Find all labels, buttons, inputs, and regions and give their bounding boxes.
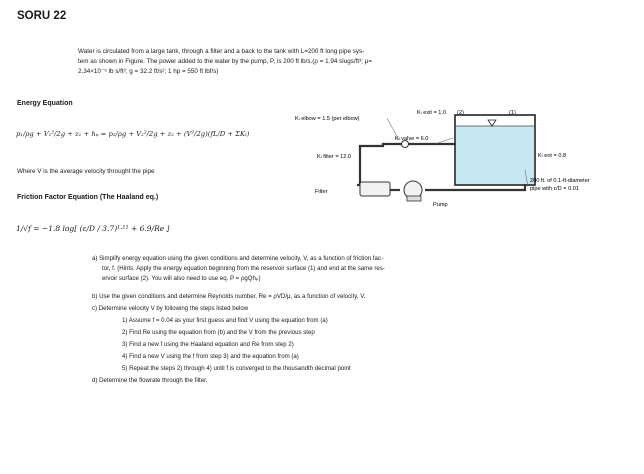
intro-line-3: 2.34×10⁻⁵ lb s/ft²; g = 32.2 ft/s²; 1 hp = 550 ft lbf/s) xyxy=(78,68,219,75)
k-exit-label: Kₗ exit = 1.0 xyxy=(417,110,447,116)
problem-title: SORU 22 xyxy=(17,10,67,22)
pump-label: Pump xyxy=(433,202,448,208)
k-entrance-label: Kₗ ent = 0.8 xyxy=(538,153,567,159)
point-2-label: (2) xyxy=(457,110,464,116)
filter-label: Filter xyxy=(315,189,328,195)
k-elbow-label: Kₗ elbow = 1.5 (per elbow) xyxy=(295,116,360,122)
left-pipe xyxy=(357,146,360,185)
haaland-equation: 1/√f = −1.8 log[ (ε/D / 3.7)¹·¹¹ + 6.9/Re ] xyxy=(16,224,170,233)
energy-heading: Energy Equation xyxy=(17,100,73,107)
question-a-line-2: tor, f. (Hints: Apply the energy equation beginning from the reservoir surface (1) and end at the same res- xyxy=(102,265,385,272)
step-1: 1) Assume f = 0.04 as your first guess and find V using the equation from (a) xyxy=(122,317,328,324)
question-a-line-3: ervoir surface (2). You will also need to use eq. P = ρgQhₚ) xyxy=(102,275,261,282)
k-valve-label: Kₗ valve = 6.0 xyxy=(395,136,429,142)
pipe-note-line-1: 200 ft. of 0.1-ft-diameter xyxy=(530,178,590,184)
pump-base xyxy=(407,196,421,201)
tank-water xyxy=(456,126,534,184)
intro-line-2: tem as shown in Figure. The power added to the water by the pump, P, is 200 ft lb/s.(ρ = 1.94 slugs/ft³; μ= xyxy=(78,58,372,65)
piping-diagram xyxy=(285,100,620,220)
question-a-line-1: a) Simplify energy equation using the given conditions and determine velocity, V, as a function of friction fac- xyxy=(92,255,383,262)
k-filter-label: Kₗ filter = 12.0 xyxy=(317,154,352,160)
filter-icon xyxy=(360,182,390,196)
step-3: 3) Find a new f using the Haaland equation and Re from step 2) xyxy=(122,341,294,348)
friction-heading: Friction Factor Equation (The Haaland eq.) xyxy=(17,194,159,201)
question-c: c) Determine velocity V by following the steps listed below xyxy=(92,305,249,312)
point-1-label: (1) xyxy=(509,110,516,116)
question-b: b) Use the given conditions and determine Reynolds number, Re = ρVD/μ, as a function of velocity, V. xyxy=(92,293,366,300)
step-4: 4) Find a new V using the f from step 3) and the equation from (a) xyxy=(122,353,299,360)
question-d: d) Determine the flowrate through the filter. xyxy=(92,377,208,384)
velocity-note: Where V is the average velocity throught the pipe xyxy=(17,168,155,175)
intro-line-1: Water is circulated from a large tank, through a filter and a back to the tank with L=200 ft long pipe sys- xyxy=(78,48,365,55)
pipe-note-line-2: pipe with ε/D = 0.01 xyxy=(530,186,579,192)
energy-equation: p₁/ρg + V₁²/2g + z₁ + hₚ = p₂/ρg + V₂²/2g + z₂ + (V²/2g)(fL/D + ΣKₗ) xyxy=(16,130,250,138)
step-5: 5) Repeat the steps 2) through 4) until f is converged to the thousandth decimal point xyxy=(122,365,351,372)
step-2: 2) Find Re using the equation from (b) and the V from the previous step xyxy=(122,329,315,336)
